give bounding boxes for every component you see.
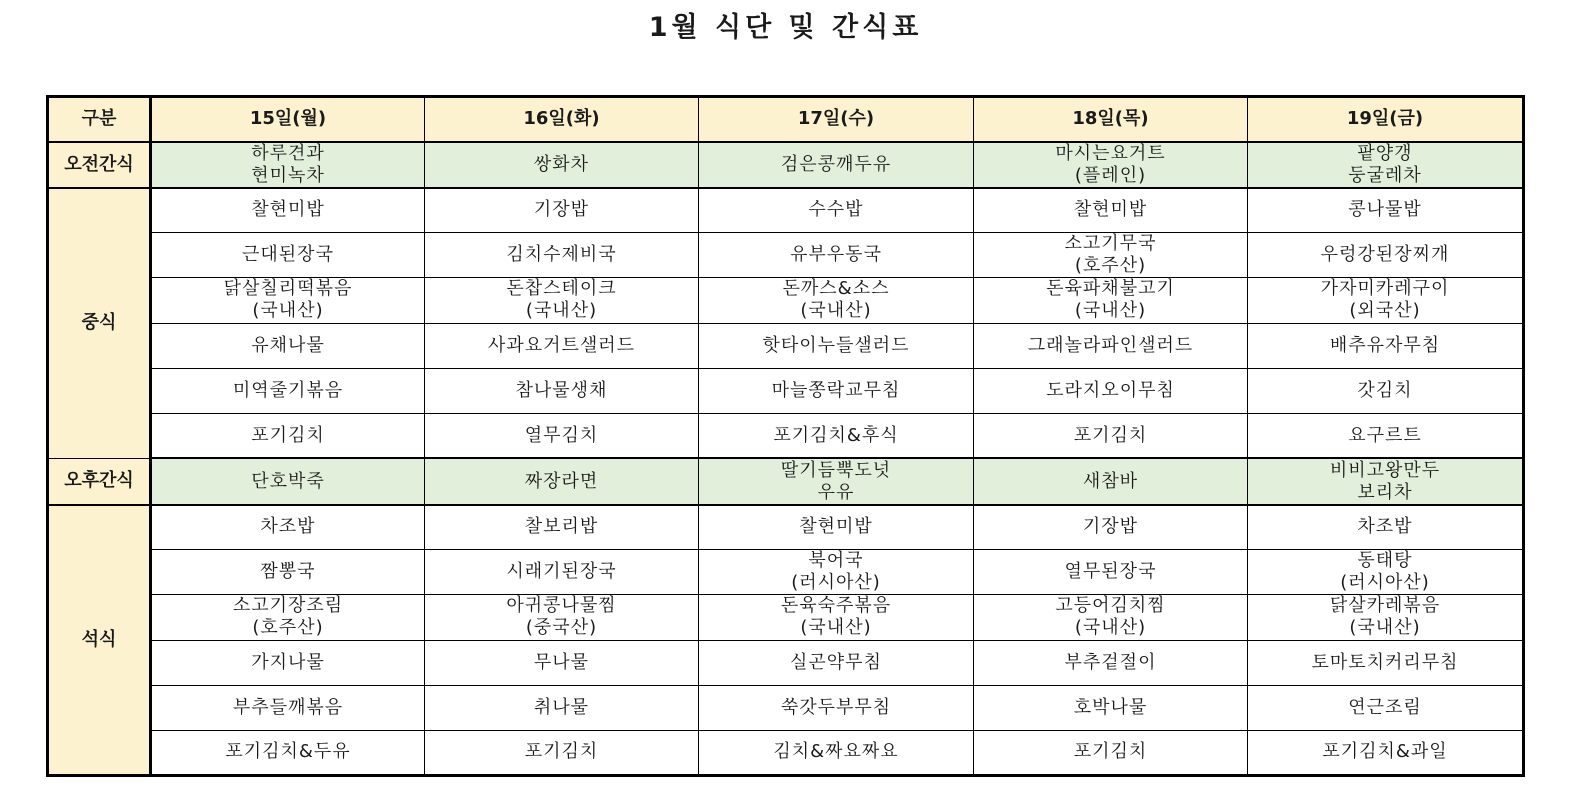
menu-item-text: 포기김치&과일 <box>1322 741 1448 763</box>
menu-item-text: (국내산) <box>252 300 324 322</box>
menu-item-text: 부추겉절이 <box>1064 651 1157 673</box>
menu-cell <box>1248 278 1524 323</box>
menu-item-text: (호주산) <box>1074 255 1147 277</box>
menu-cell <box>1248 595 1524 640</box>
menu-item-text: 사과요거트샐러드 <box>487 334 636 356</box>
lunch-row <box>48 188 1524 233</box>
menu-cell <box>151 323 425 368</box>
menu-cell <box>425 323 699 368</box>
menu-item-text: 찰현미밥 <box>1073 199 1148 221</box>
menu-cell <box>151 188 425 233</box>
menu-item-text: 기장밥 <box>1082 516 1139 538</box>
menu-item-text: 취나물 <box>533 696 590 718</box>
day-header: 17일(수) <box>699 97 974 142</box>
menu-cell <box>974 142 1248 188</box>
menu-cell <box>151 368 425 413</box>
menu-item-text: 하루견과 <box>251 142 325 164</box>
menu-item-text: 유채나물 <box>251 334 325 356</box>
dinner-row <box>48 595 1524 640</box>
menu-cell <box>699 595 974 640</box>
menu-item-text: 찰현미밥 <box>799 516 873 538</box>
menu-item-text: 김치&짜요짜요 <box>773 741 899 763</box>
menu-cell <box>425 505 699 550</box>
menu-item-text: 소고기장조림 <box>232 595 344 617</box>
menu-item-text: (국내산) <box>800 300 872 322</box>
menu-cell <box>974 685 1248 730</box>
menu-item-text: 팥양갱 <box>1357 142 1413 164</box>
menu-item-text: 배추유자무침 <box>1329 334 1441 356</box>
menu-cell <box>1248 685 1524 730</box>
menu-item-text: 차조밥 <box>1357 516 1413 538</box>
menu-item-text: 쌍화차 <box>533 153 590 175</box>
menu-item-text: 포기김치 <box>1073 741 1148 763</box>
menu-cell <box>151 550 425 595</box>
menu-cell <box>974 323 1248 368</box>
menu-item-text: (러시아산) <box>1340 572 1430 594</box>
menu-item-text: 수수밥 <box>808 199 864 221</box>
menu-item-text: 짬뽕국 <box>260 561 316 583</box>
menu-item-text: 마늘쫑락교무침 <box>771 379 901 401</box>
menu-cell <box>425 142 699 188</box>
menu-cell <box>151 505 425 550</box>
menu-cell <box>151 595 425 640</box>
menu-item-text: (중국산) <box>525 617 598 639</box>
afternoon-snack-row <box>48 458 1524 504</box>
menu-item-text: (국내산) <box>1074 300 1147 322</box>
menu-cell <box>699 550 974 595</box>
menu-item-text: 갓김치 <box>1357 379 1413 401</box>
menu-cell <box>1248 640 1524 685</box>
menu-cell <box>699 413 974 458</box>
menu-cell <box>1248 413 1524 458</box>
menu-cell <box>699 640 974 685</box>
menu-cell <box>974 550 1248 595</box>
menu-cell <box>151 233 425 278</box>
menu-item-text: 그래놀라파인샐러드 <box>1027 334 1194 356</box>
dinner-row <box>48 685 1524 730</box>
menu-item-text: 김치수제비국 <box>506 244 617 266</box>
menu-item-text: (국내산) <box>800 617 872 639</box>
menu-item-text: 비비고왕만두 <box>1329 459 1441 481</box>
menu-cell <box>151 278 425 323</box>
day-header: 16일(화) <box>425 97 699 142</box>
menu-item-text: (국내산) <box>1074 617 1147 639</box>
menu-item-text: 아귀콩나물찜 <box>506 595 617 617</box>
menu-cell <box>974 278 1248 323</box>
menu-item-text: 포기김치 <box>524 741 599 763</box>
menu-cell <box>425 368 699 413</box>
menu-item-text: (외국산) <box>1349 300 1421 322</box>
menu-item-text: 연근조림 <box>1348 696 1422 718</box>
menu-item-text: 짜장라면 <box>524 470 599 492</box>
menu-item-text: 동태탕 <box>1357 550 1413 572</box>
menu-item-text: 실곤약무침 <box>790 651 882 673</box>
menu-item-text: 현미녹차 <box>251 164 325 186</box>
menu-item-text: 북어국 <box>808 550 864 572</box>
menu-cell <box>974 730 1248 775</box>
menu-item-text: 우렁강된장찌개 <box>1320 244 1450 266</box>
day-header: 15일(월) <box>151 97 425 142</box>
menu-item-text: 닭살칠리떡볶음 <box>223 278 353 300</box>
menu-item-text: 부추들깨볶음 <box>232 696 344 718</box>
menu-item-text: 포기김치 <box>1073 424 1148 446</box>
menu-cell <box>974 458 1248 504</box>
menu-item-text: 돈찹스테이크 <box>506 278 617 300</box>
menu-cell <box>425 595 699 640</box>
menu-item-text: 미역줄기볶음 <box>232 379 344 401</box>
menu-cell <box>151 413 425 458</box>
menu-cell <box>151 142 425 188</box>
menu-item-text: 호박나물 <box>1073 696 1148 718</box>
menu-item-text: 기장밥 <box>533 199 590 221</box>
lunch-category-label: 중식 <box>48 188 151 459</box>
menu-cell <box>425 278 699 323</box>
morning-snack-category-label: 오전간식 <box>48 142 151 188</box>
dinner-row <box>48 730 1524 775</box>
lunch-row <box>48 233 1524 278</box>
menu-cell <box>425 730 699 775</box>
menu-cell <box>425 233 699 278</box>
menu-cell <box>699 233 974 278</box>
menu-item-text: 돈육숙주볶음 <box>780 595 892 617</box>
afternoon-snack-category-label: 오후간식 <box>48 458 151 504</box>
menu-cell <box>425 458 699 504</box>
morning-snack-row <box>48 142 1524 188</box>
menu-cell <box>1248 142 1524 188</box>
menu-item-text: 돈육파채불고기 <box>1046 278 1175 300</box>
menu-cell <box>1248 505 1524 550</box>
menu-cell <box>425 640 699 685</box>
header-row <box>48 97 1524 142</box>
menu-item-text: 도라지오이무침 <box>1046 379 1175 401</box>
menu-cell <box>1248 233 1524 278</box>
menu-cell <box>699 458 974 504</box>
menu-item-text: 무나물 <box>533 651 590 673</box>
dinner-row <box>48 505 1524 550</box>
menu-cell <box>1248 323 1524 368</box>
menu-item-text: (러시아산) <box>791 572 881 594</box>
menu-item-text: 시래기된장국 <box>506 561 617 583</box>
menu-item-text: 새참바 <box>1082 470 1139 492</box>
menu-cell <box>974 188 1248 233</box>
menu-item-text: 유부우동국 <box>790 244 882 266</box>
dinner-category-label: 석식 <box>48 505 151 776</box>
category-header: 구분 <box>48 97 151 142</box>
menu-item-text: (국내산) <box>1349 617 1421 639</box>
menu-item-text: 콩나물밥 <box>1348 199 1422 221</box>
menu-item-text: 보리차 <box>1357 481 1413 503</box>
menu-item-text: (플레인) <box>1074 164 1147 186</box>
menu-cell <box>699 730 974 775</box>
menu-cell <box>699 368 974 413</box>
menu-cell <box>974 233 1248 278</box>
menu-cell <box>974 368 1248 413</box>
menu-cell <box>699 685 974 730</box>
page-title: 1월 식단 및 간식표 <box>648 12 923 43</box>
menu-cell <box>425 550 699 595</box>
menu-cell <box>699 278 974 323</box>
dinner-row <box>48 640 1524 685</box>
menu-item-text: 차조밥 <box>260 516 316 538</box>
lunch-row <box>48 323 1524 368</box>
menu-item-text: (호주산) <box>252 617 324 639</box>
menu-item-text: 근대된장국 <box>242 244 334 266</box>
menu-item-text: 마시는요거트 <box>1055 142 1166 164</box>
menu-cell <box>699 142 974 188</box>
day-header: 19일(금) <box>1248 97 1524 142</box>
menu-cell <box>699 188 974 233</box>
menu-item-text: 포기김치&두유 <box>225 741 351 763</box>
menu-item-text: 포기김치&후식 <box>773 424 899 446</box>
menu-item-text: 소고기무국 <box>1064 233 1157 255</box>
menu-item-text: 찰현미밥 <box>251 199 325 221</box>
menu-cell <box>974 640 1248 685</box>
menu-cell <box>699 505 974 550</box>
menu-item-text: 핫타이누들샐러드 <box>762 334 910 356</box>
menu-item-text: 단호박죽 <box>251 470 325 492</box>
menu-item-text: 열무김치 <box>524 424 599 446</box>
menu-item-text: (국내산) <box>525 300 598 322</box>
lunch-row <box>48 413 1524 458</box>
menu-item-text: 둥굴레차 <box>1348 164 1422 186</box>
menu-cell <box>974 595 1248 640</box>
day-header: 18일(목) <box>974 97 1248 142</box>
meal-plan-body <box>48 142 1524 776</box>
menu-item-text: 가자미카레구이 <box>1320 278 1450 300</box>
menu-item-text: 우유 <box>817 481 855 503</box>
menu-item-text: 포기김치 <box>251 424 325 446</box>
lunch-row <box>48 368 1524 413</box>
menu-item-text: 돈까스&소스 <box>782 278 890 300</box>
menu-cell <box>151 640 425 685</box>
menu-cell <box>425 685 699 730</box>
menu-item-text: 검은콩깨두유 <box>780 153 892 175</box>
menu-item-text: 토마토치커리무침 <box>1311 651 1459 673</box>
lunch-row <box>48 278 1524 323</box>
menu-item-text: 쑥갓두부무침 <box>780 696 892 718</box>
menu-cell <box>1248 458 1524 504</box>
menu-cell <box>425 413 699 458</box>
menu-cell <box>151 730 425 775</box>
menu-cell <box>1248 188 1524 233</box>
menu-cell <box>974 413 1248 458</box>
menu-item-text: 닭살카레볶음 <box>1329 595 1441 617</box>
menu-cell <box>1248 368 1524 413</box>
menu-cell <box>425 188 699 233</box>
menu-cell <box>151 458 425 504</box>
menu-cell <box>974 505 1248 550</box>
menu-item-text: 딸기듬뿍도넛 <box>780 459 892 481</box>
menu-cell <box>1248 730 1524 775</box>
menu-cell <box>151 685 425 730</box>
menu-cell <box>1248 550 1524 595</box>
meal-plan-table <box>46 95 1525 777</box>
menu-item-text: 열무된장국 <box>1064 561 1157 583</box>
menu-cell <box>699 323 974 368</box>
dinner-row <box>48 550 1524 595</box>
menu-item-text: 찰보리밥 <box>524 516 599 538</box>
menu-item-text: 고등어김치찜 <box>1055 595 1166 617</box>
menu-item-text: 가지나물 <box>251 651 325 673</box>
menu-item-text: 참나물생채 <box>515 379 608 401</box>
menu-item-text: 요구르트 <box>1348 424 1422 446</box>
